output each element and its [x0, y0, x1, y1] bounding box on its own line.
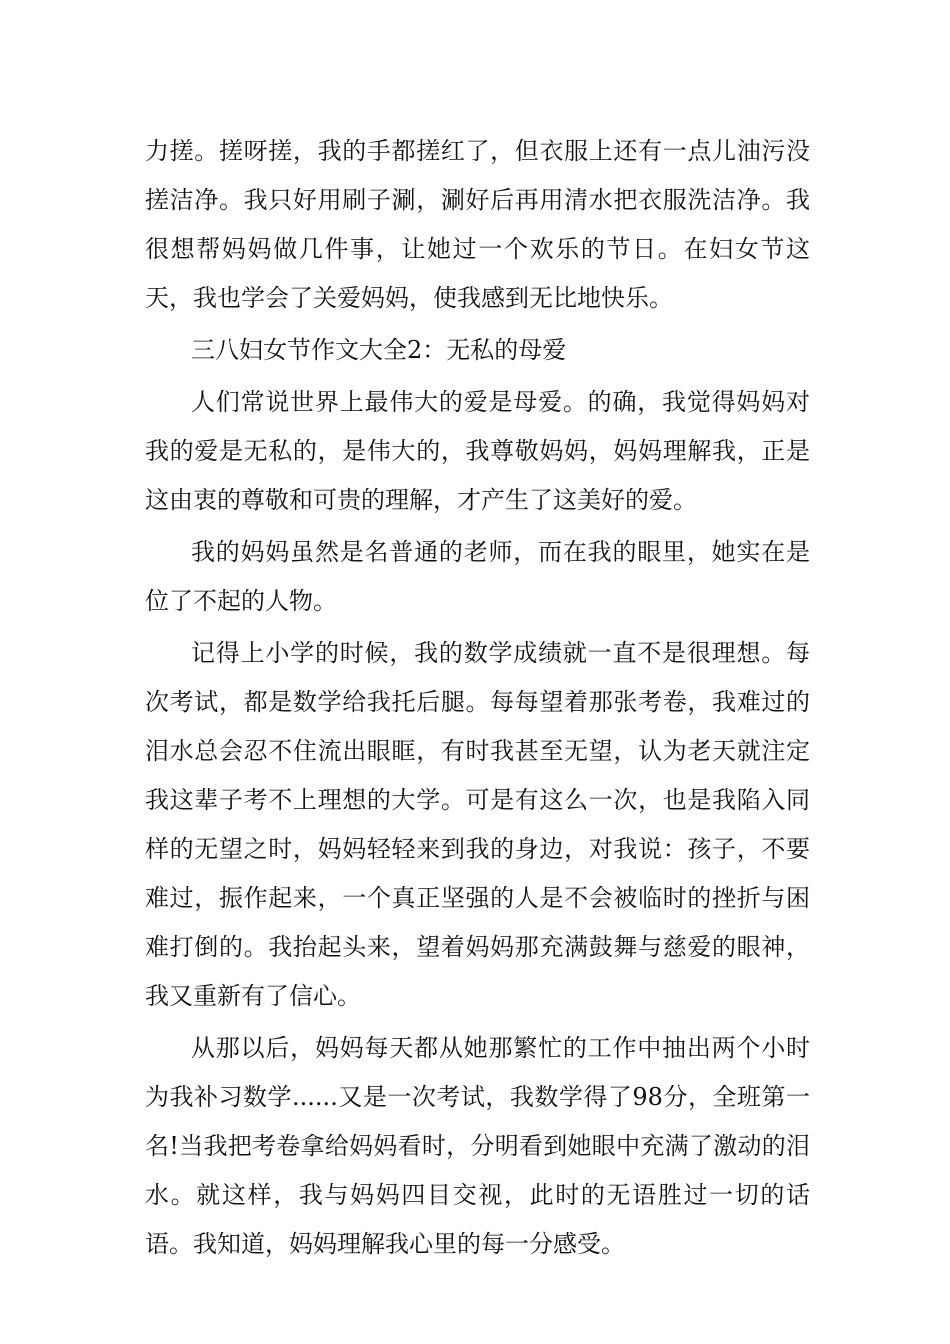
document-body: [145, 127, 810, 1272]
paragraph: 记得上小学的时候，我的数学成绩就一直不是很理想。每次考试，都是数学给我托后腿。每每望着那张考卷，我难过的泪水总会忍不住流出眼眶，有时我甚至无望，认为老天就注定我这辈子考不上理想的大学。可是有这么一次，也是我陷入同样的无望之时，妈妈轻轻来到我的身边，对我说：孩子，不要难过，振作起来，一个真正坚强的人是不会被临时的挫折与困难打倒的。我抬起头来，望着妈妈那充满鼓舞与慈爱的眼神，我又重新有了信心。: [145, 639, 810, 1010]
paragraph: 从那以后，妈妈每天都从她那繁忙的工作中抽出两个小时为我补习数学......又是一次考试，我数学得了98分，全班第一名!当我把考卷拿给妈妈看时，分明看到她眼中充满了激动的泪水。就这样，我与妈妈四目交视，此时的无语胜过一切的话语。我知道，妈妈理解我心里的每一分感受。: [145, 1034, 810, 1258]
paragraph: 我的妈妈虽然是名普通的老师，而在我的眼里，她实在是位了不起的人物。: [145, 538, 810, 615]
section-title: 三八妇女节作文大全2：无私的母爱: [191, 336, 567, 364]
paragraph-continued: 力搓。搓呀搓，我的手都搓红了，但衣服上还有一点儿油污没搓洁净。我只好用刷子涮，涮好后再用清水把衣服洗洁净。我很想帮妈妈做几件事，让她过一个欢乐的节日。在妇女节这天，我也学会了关爱妈妈，使我感到无比地快乐。: [145, 137, 810, 312]
paragraph: 人们常说世界上最伟大的爱是母爱。的确，我觉得妈妈对我的爱是无私的，是伟大的，我尊敬妈妈，妈妈理解我，正是这由衷的尊敬和可贵的理解，才产生了这美好的爱。: [145, 388, 810, 514]
